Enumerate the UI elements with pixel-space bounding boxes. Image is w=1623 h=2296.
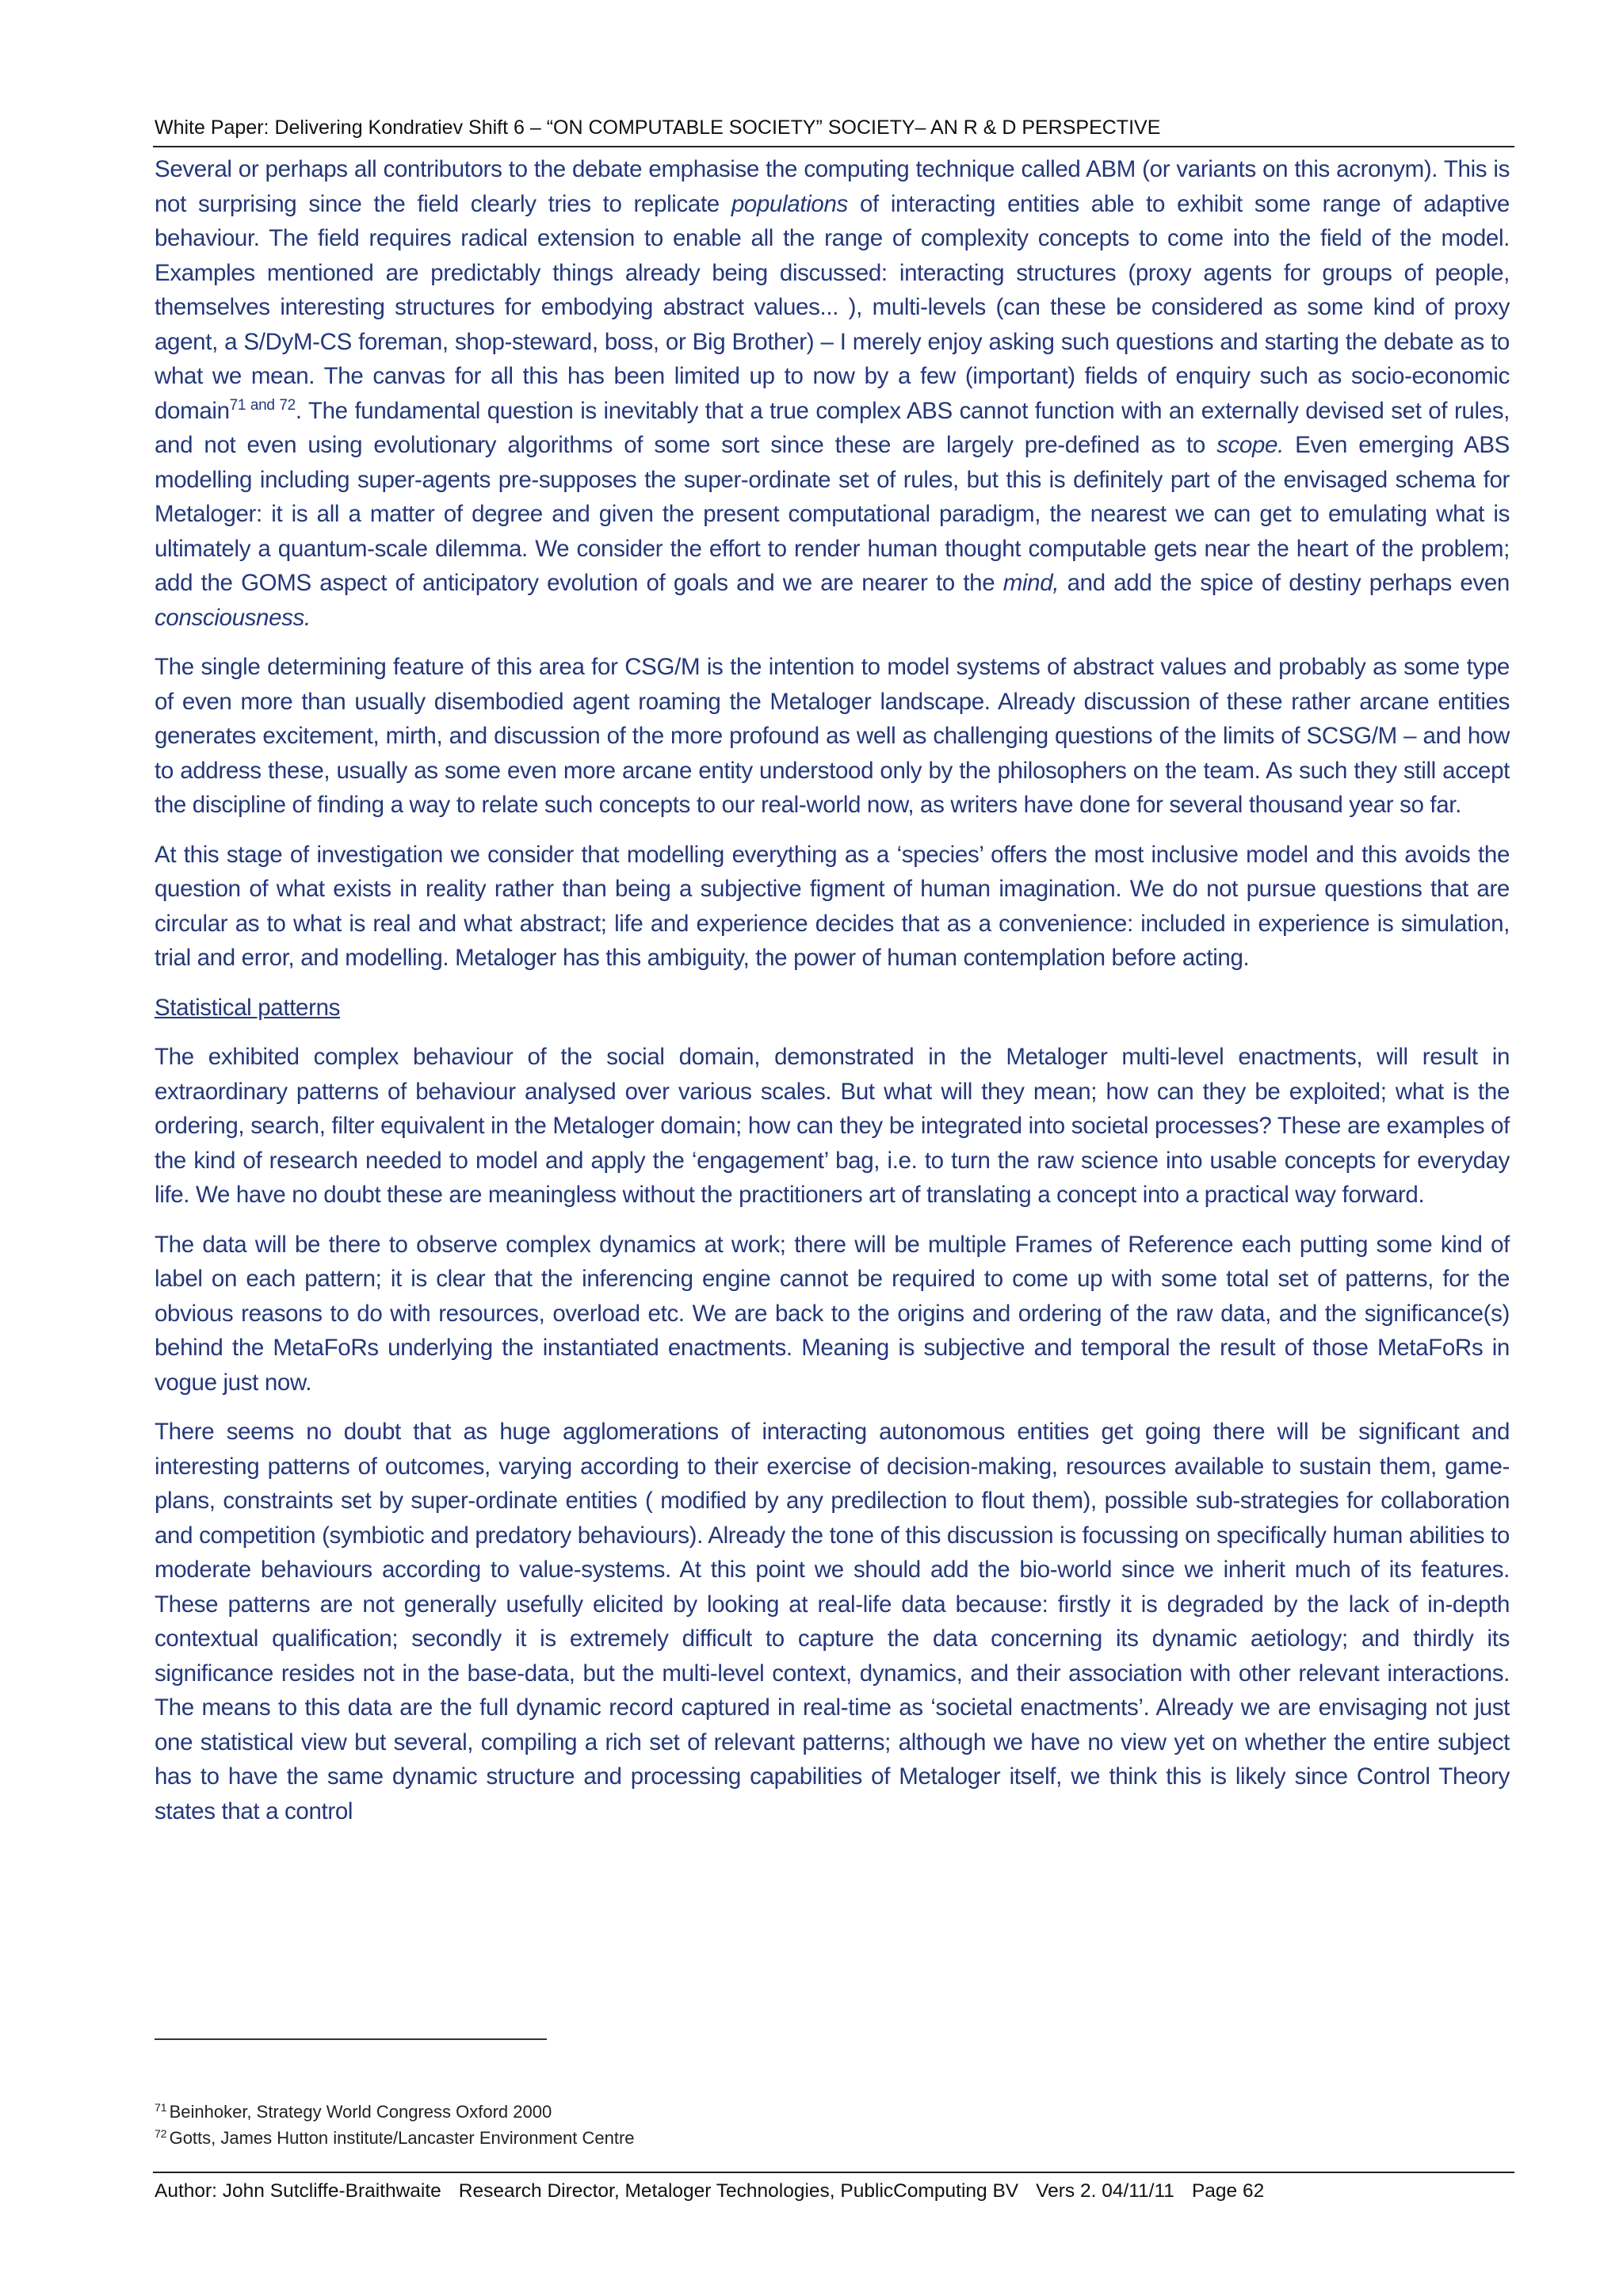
page-number: Page 62 [1191, 2180, 1265, 2202]
footnotes [155, 2099, 1502, 2151]
footnote-divider [155, 2038, 547, 2040]
footnote-number: 72 [155, 2126, 167, 2140]
footnote-item [155, 2125, 1502, 2151]
body-text [155, 152, 1510, 1843]
emphasis-mind: mind, [1002, 570, 1060, 596]
paragraph-1-text-a: Several or perhaps all contributors to the debate emphasise the computing technique called ABM (or variants on this acronym). This is not surprising since the field clearly tries to replicate [155, 156, 1510, 217]
footnote-text: Beinhoker, Strategy World Congress Oxford 2000 [169, 2102, 552, 2122]
footer-role: Research Director, Metaloger Technologies, PublicComputing BV [458, 2180, 1019, 2202]
paragraph-1-text-e: and add the spice of destiny perhaps even [1059, 570, 1510, 596]
paragraph-1-text-c: . The fundamental question is inevitably that a true complex ABS cannot function with an externally devised set of rules, and not even using evolutionary algorithms of some sort since these are largely pre-defined as to [155, 397, 1510, 458]
footnote-reference[interactable]: 71 and 72 [229, 396, 296, 414]
paragraph-1 [155, 152, 1510, 635]
paragraph-2: The single determining feature of this area for CSG/M is the intention to model systems of abstract values and probably as some type of even more than usually disembodied agent roaming the Metaloger landscape. Already discussion of these rather arcane entities generates excitement, mirth, and discussion of the more profound as well as challenging questions of the limits of SCSG/M – and how to address these, usually as some even more arcane entity understood only by the philosophers on the team. As such they still accept the discipline of finding a way to relate such concepts to our real-world now, as writers have done for several thousand year so far. [155, 654, 1510, 818]
footer-divider [153, 2172, 1514, 2173]
footer-version: Vers 2. 04/11/11 [1036, 2180, 1174, 2202]
emphasis-consciousness: consciousness. [155, 604, 311, 631]
emphasis-scope: scope. [1216, 432, 1284, 458]
footnote-item [155, 2099, 1502, 2125]
running-header: White Paper: Delivering Kondratiev Shift 6 – “ON COMPUTABLE SOCIETY” SOCIETY– AN R & D PERSPECTIVE [155, 117, 1161, 139]
paragraph-3: At this stage of investigation we consider that modelling everything as a ‘species’ offers the most inclusive model and this avoids the question of what exists in reality rather than being a subjective figment of human imagination. We do not pursue questions that are circular as to what is real and what abstract; life and experience decides that as a convenience: included in experience is simulation, trial and error, and modelling. Metaloger has this ambiguity, the power of human contemplation before acting. [155, 841, 1510, 971]
paragraph-5: The data will be there to observe complex dynamics at work; there will be multiple Frames of Reference each putting some kind of label on each pattern; it is clear that the inferencing engine cannot be required to come up with some total set of patterns, for the obvious reasons to do with resources, overload etc. We are back to the origins and ordering of the raw data, and the significance(s) behind the MetaFoRs underlying the instantiated enactments. Meaning is subjective and temporal the result of those MetaFoRs in vogue just now. [155, 1231, 1510, 1396]
section-heading: Statistical patterns [155, 994, 341, 1021]
paragraph-1-text-d: Even emerging ABS modelling including super-agents pre-supposes the super-ordinate set of rules, but this is definitely part of the envisaged schema for Metaloger: it is all a matter of degree and given the present computational paradigm, the nearest we can get to emulating what is ultimately a quantum-scale dilemma. We consider the effort to render human thought computable gets near the heart of the problem; add the GOMS aspect of anticipatory evolution of goals and we are nearer to the [155, 432, 1510, 596]
footer-author: Author: John Sutcliffe-Braithwaite [155, 2180, 441, 2202]
footnote-text: Gotts, James Hutton institute/Lancaster Environment Centre [169, 2128, 635, 2148]
footnote-number: 71 [155, 2100, 167, 2114]
running-footer [155, 2178, 1514, 2205]
paragraph-1-text-b: of interacting entities able to exhibit some range of adaptive behaviour. The field requires radical extension to enable all the range of complexity concepts to come into the field of the model. Examples mentioned are predictably things already being discussed: interacting structures (proxy agents for groups of people, themselves interesting structures for embodying abstract values... ), multi-levels (can these be considered as some kind of proxy agent, a S/DyM-CS foreman, shop-steward, boss, or Big Brother) – I merely enjoy asking such questions and starting the debate as to what we mean. The canvas for all this has been limited up to now by a few (important) fields of enquiry such as socio-economic domain [155, 190, 1510, 424]
paragraph-4: The exhibited complex behaviour of the social domain, demonstrated in the Metaloger multi-level enactments, will result in extraordinary patterns of behaviour analysed over various scales. But what will they mean; how can they be exploited; what is the ordering, search, filter equivalent in the Metaloger domain; how can they be integrated into societal processes? These are examples of the kind of research needed to model and apply the ‘engagement’ bag, i.e. to turn the raw science into usable concepts for everyday life. We have no doubt these are meaningless without the practitioners art of translating a concept into a practical way forward. [155, 1044, 1510, 1208]
header-divider [153, 146, 1514, 147]
emphasis-populations: populations [731, 190, 848, 217]
paragraph-6: There seems no doubt that as huge agglomerations of interacting autonomous entities get going there will be significant and interesting patterns of outcomes, varying according to their exercise of decision-making, resources available to sustain them, game-plans, constraints set by super-ordinate entities ( modified by any predilection to flout them), possible sub-strategies for collaboration and competition (symbiotic and predatory behaviours). Already the tone of this discussion is focussing on specifically human abilities to moderate behaviours according to value-systems. At this point we should add the bio-world since we inherit much of its features. These patterns are not generally usefully elicited by looking at real-life data because: firstly it is degraded by the lack of in-depth contextual qualification; secondly it is extremely difficult to capture the data concerning its dynamic aetiology; and thirdly its significance resides not in the base-data, but the multi-level context, dynamics, and their association with other relevant interactions. The means to this data are the full dynamic record captured in real-time as ‘societal enactments’. Already we are envisaging not just one statistical view but several, compiling a rich set of relevant patterns; although we have no view yet on whether the entire subject has to have the same dynamic structure and processing capabilities of Metaloger itself, we think this is likely since Control Theory states that a control [155, 1419, 1510, 1824]
